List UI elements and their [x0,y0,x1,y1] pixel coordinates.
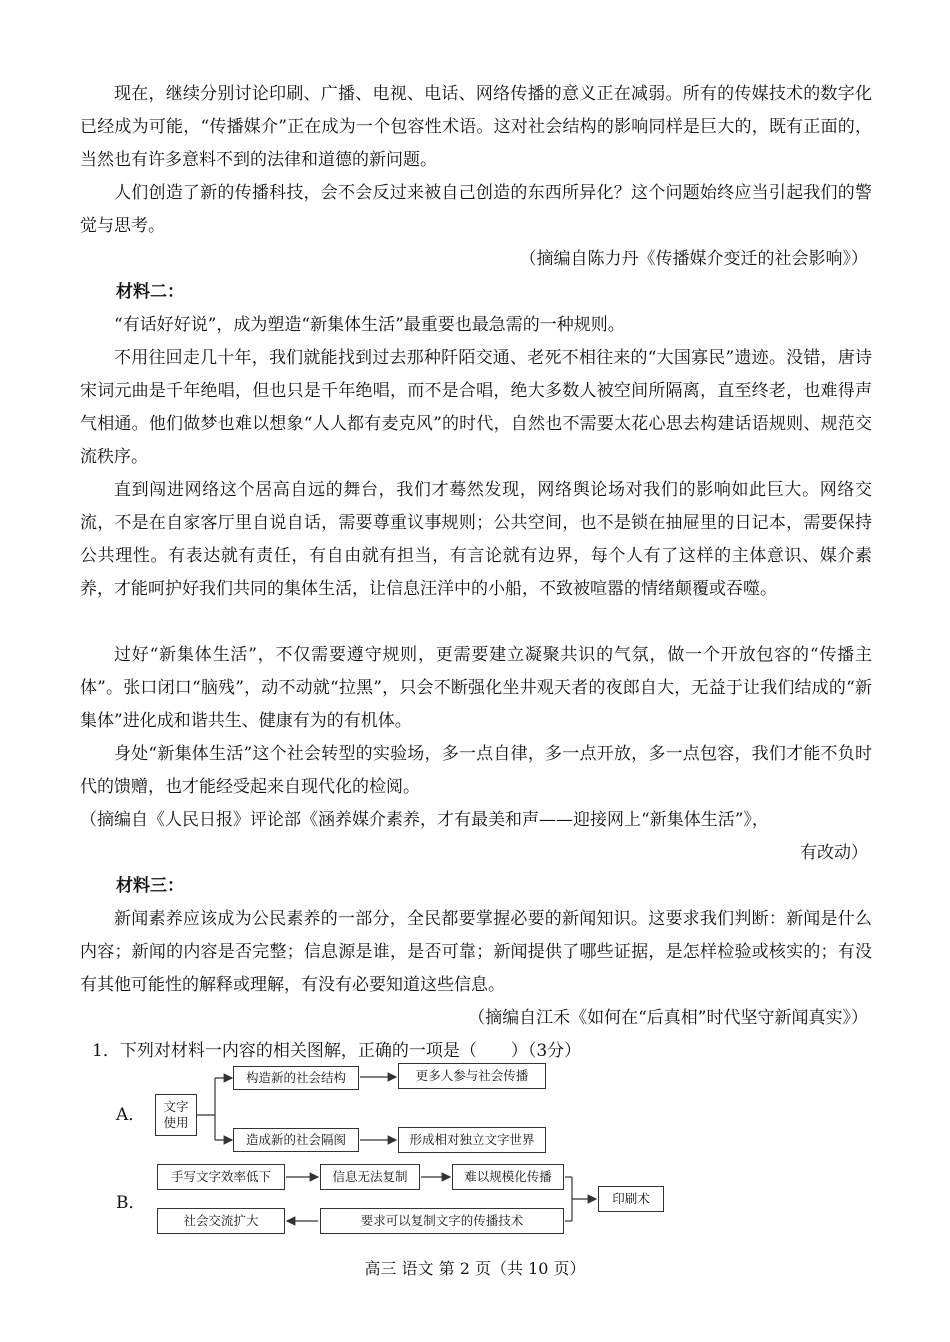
question1-stem: 1．下列对材料一内容的相关图解，正确的一项是（ ）（3分） [92,1041,582,1061]
material1-paragraph-2: 人们创造了新的传播科技，会不会反过来被自己创造的东西所异化？这个问题始终应当引起我们的警觉与思考。 [80,183,872,236]
option-a-label: A． [116,1105,146,1125]
option-a-branch-bottom: 造成新的社会隔阂 [233,1128,359,1152]
page-footer: 高三 语文 第 2 页（共 10 页） [364,1259,586,1278]
option-b-bottom-2: 要求可以复制文字的传播技术 [320,1208,564,1234]
option-b-final: 印刷术 [598,1186,664,1212]
material3-heading: 材料三： [116,876,184,896]
material3-paragraph-1: 新闻素养应该成为公民素养的一部分，全民都要掌握必要的新闻知识。这要求我们判断：新闻是什么内容；新闻的内容是否完整；信息源是谁，是否可靠；新闻提供了哪些证据，是怎样检验或核实的；有没有其他可能性的解释或理解，有没有必要知道这些信息。 [80,909,872,995]
option-b-top-3: 难以规模化传播 [452,1164,564,1190]
material2-source-line2: 有改动） [800,843,868,863]
material2-source-line1: （摘编自《人民日报》评论部《涵养媒介素养，才有最美和声——迎接网上“新集体生活”》， [80,810,769,830]
material1-paragraph-1: 现在，继续分别讨论印刷、广播、电视、电话、网络传播的意义正在减弱。所有的传媒技术的数字化已经成为可能，“传播媒介”正在成为一个包容性术语。这对社会结构的影响同样是巨大的，既有正面的，当然也有许多意料不到的法律和道德的新问题。 [80,84,872,170]
material1-source: （摘编自陈力丹《传播媒介变迁的社会影响》） [519,249,868,269]
material2-paragraph-1: “有话好好说”，成为塑造“新集体生活”最重要也最急需的一种规则。 [114,315,625,335]
option-b-top-1: 手写文字效率低下 [157,1164,285,1190]
option-a-result-top: 更多人参与社会传播 [398,1063,546,1089]
material3-source: （摘编自江禾《如何在“后真相”时代坚守新闻真实》） [468,1008,868,1028]
material2-paragraph-3: 直到闯进网络这个居高自远的舞台，我们才蓦然发现，网络舆论场对我们的影响如此巨大。网络交流，不是在自家客厅里自说自话，需要尊重议事规则；公共空间，也不是锁在抽屉里的日记本，需要保持公共理性。有表达就有责任，有自由就有担当，有言论就有边界，每个人有了这样的主体意识、媒介素养，才能呵护好我们共同的集体生活，让信息汪洋中的小船，不致被喧嚣的情绪颠覆或吞噬。 [80,480,872,599]
material2-paragraph-5: 身处“新集体生活”这个社会转型的实验场，多一点自律，多一点开放，多一点包容，我们才能不负时代的馈赠，也才能经受起来自现代化的检阅。 [80,744,872,797]
option-a-branch-top: 构造新的社会结构 [233,1066,359,1090]
material2-paragraph-2: 不用往回走几十年，我们就能找到过去那种阡陌交通、老死不相往来的“大国寡民”遗迹。没错，唐诗宋词元曲是千年绝唱，但也只是千年绝唱，而不是合唱，绝大多数人被空间所隔离，直至终老，也难得声气相通。他们做梦也难以想象“人人都有麦克风”的时代，自然也不需要太花心思去构建话语规则、规范交流秩序。 [80,348,872,467]
option-b-label: B． [116,1193,146,1213]
option-b-top-2: 信息无法复制 [320,1164,420,1190]
option-a-result-bottom: 形成相对独立文字世界 [398,1127,546,1153]
option-b-bottom-1: 社会交流扩大 [157,1208,285,1234]
material2-heading: 材料二： [116,282,184,302]
material2-paragraph-4: 过好“新集体生活”，不仅需要遵守规则，更需要建立凝聚共识的气氛，做一个开放包容的“传播主体”。张口闭口“脑残”，动不动就“拉黑”，只会不断强化坐井观天者的夜郎自大，无益于让我们结成的“新集体”进化成和谐共生、健康有为的有机体。 [80,645,872,731]
option-a-root-box: 文字 使用 [155,1094,197,1136]
